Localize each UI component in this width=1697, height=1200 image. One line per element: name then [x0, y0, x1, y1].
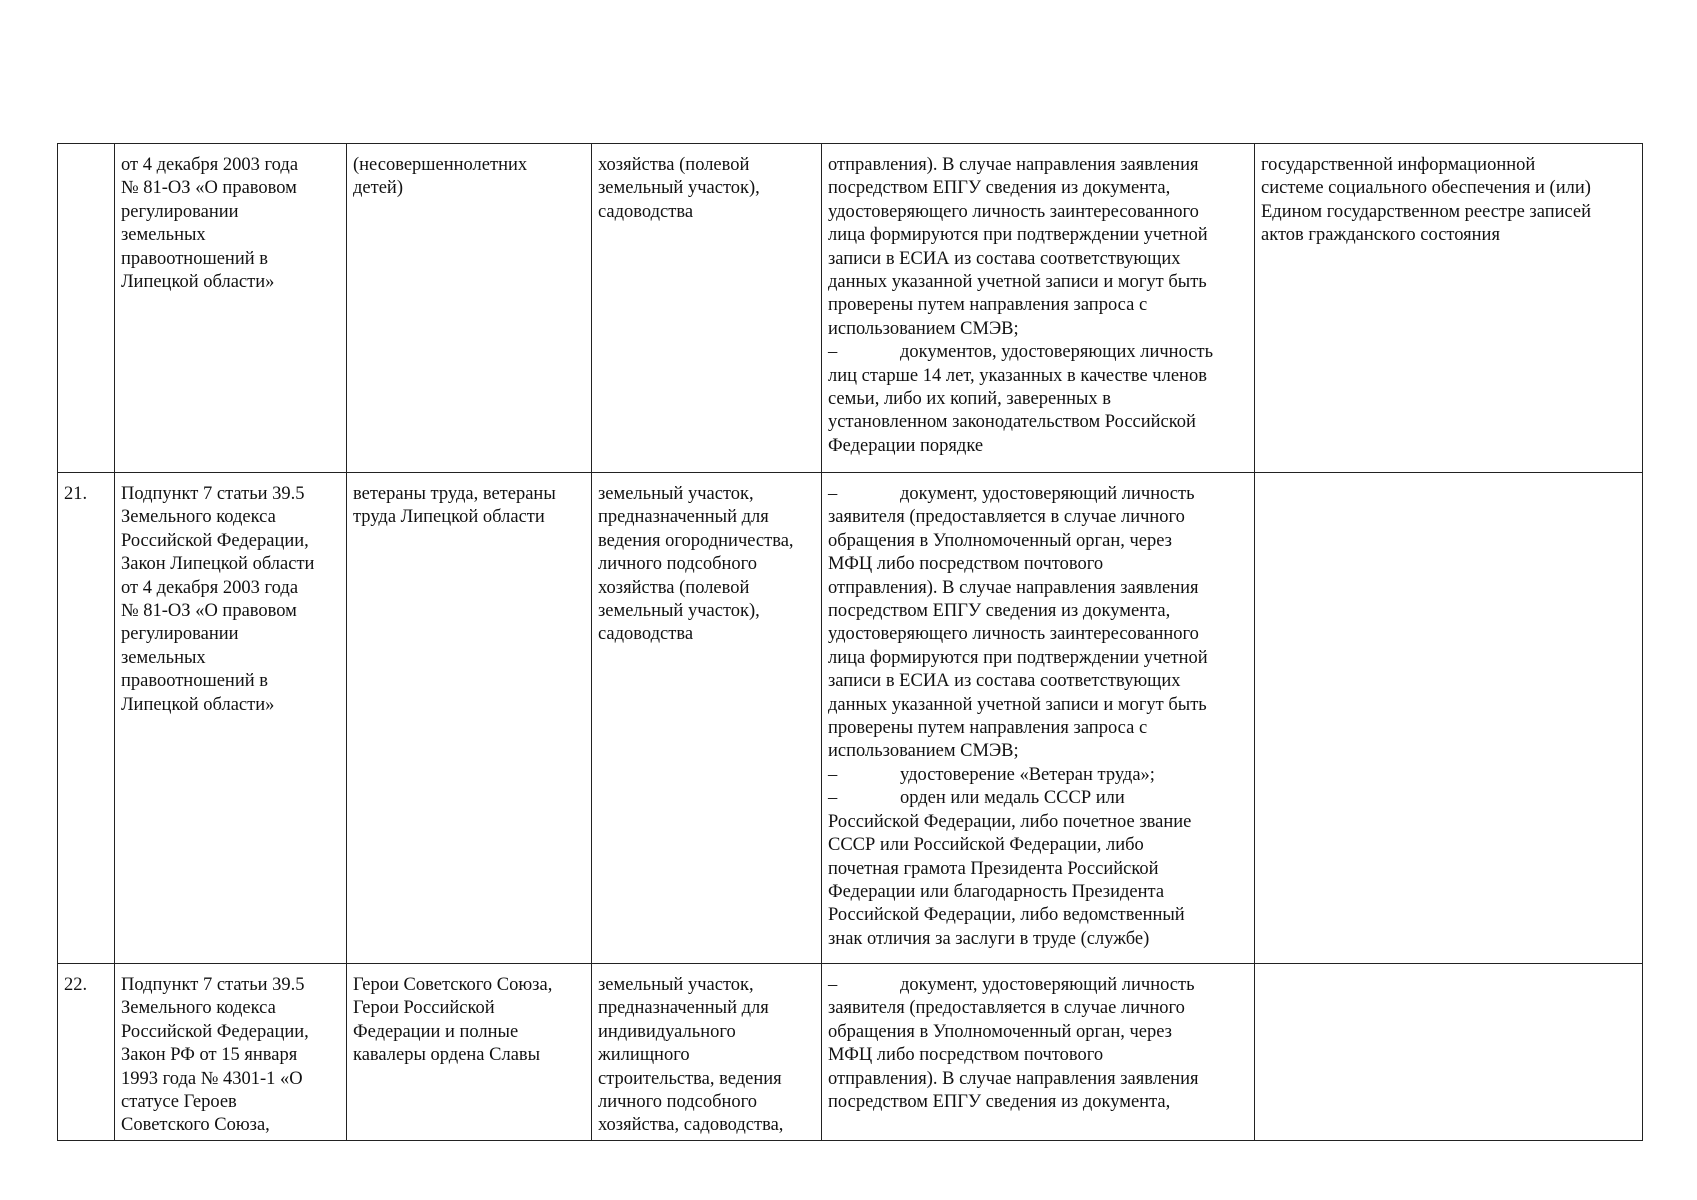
applicant-category-line: детей)	[353, 178, 403, 199]
document-text-line	[828, 1021, 1248, 1044]
document-text: отправления). В случае направления заявления	[828, 577, 1199, 598]
document-text-line	[828, 271, 1248, 294]
table-row	[58, 144, 1643, 473]
document-text-line	[828, 577, 1248, 600]
land-purpose-line: садоводства	[598, 201, 694, 222]
document-text-line	[828, 248, 1248, 271]
document-text-line	[828, 224, 1248, 247]
legal-basis-line: регулировании	[121, 624, 239, 645]
land-purpose-line: земельный участок),	[598, 601, 760, 622]
document-table	[57, 143, 1643, 1141]
document-text: почетная грамота Президента Российской	[828, 858, 1159, 879]
document-text-line	[828, 435, 1248, 458]
document-text-line	[828, 1091, 1248, 1114]
row-number: 22.	[64, 975, 88, 995]
document-text: документ, удостоверяющий личность	[900, 484, 1195, 504]
document-text: проверены путем направления запроса с	[828, 718, 1148, 739]
document-text: МФЦ либо посредством почтового	[828, 554, 1104, 575]
document-text: использованием СМЭВ;	[828, 741, 1019, 762]
legal-basis-cell	[115, 964, 347, 1141]
required-documents-cell	[822, 964, 1255, 1141]
land-purpose-line: предназначенный для	[598, 998, 769, 1019]
document-text: документ, удостоверяющий личность	[900, 975, 1195, 995]
legal-basis-line: статусе Героев	[121, 1092, 237, 1113]
legal-basis-line: Российской Федерации,	[121, 1021, 309, 1042]
list-dash-marker: –	[828, 764, 838, 785]
document-text-line	[828, 365, 1248, 388]
table-row	[58, 964, 1643, 1141]
applicant-category-line: (несовершеннолетних	[353, 155, 528, 175]
document-text: лиц старше 14 лет, указанных в качестве членов	[828, 365, 1207, 386]
legal-basis-line: Земельного кодекса	[121, 507, 276, 528]
document-text: документов, удостоверяющих личность	[900, 342, 1214, 363]
list-dash-marker: –	[828, 788, 838, 809]
legal-basis-line: Подпункт 7 статьи 39.5	[121, 484, 305, 504]
legal-basis-line: № 81-ОЗ «О правовом	[121, 601, 297, 622]
document-text: удостоверяющего личность заинтересованного	[828, 624, 1199, 645]
document-text: орден или медаль СССР или	[900, 788, 1125, 809]
land-purpose-line: земельный участок),	[598, 178, 760, 199]
applicant-category-line: Герои Советского Союза,	[353, 975, 553, 995]
legal-basis-line: от 4 декабря 2003 года	[121, 577, 299, 598]
info-source-line: Едином государственном реестре записей	[1261, 201, 1592, 222]
document-text: Российской Федерации, либо почетное звание	[828, 811, 1192, 832]
document-text-line	[828, 1068, 1248, 1091]
row-number-cell	[58, 144, 115, 473]
applicant-category-line: труда Липецкой области	[353, 507, 545, 528]
document-text-line	[828, 411, 1248, 434]
document-text: Федерации или благодарность Президента	[828, 881, 1165, 902]
applicant-category-line: Герои Российской	[353, 998, 495, 1019]
document-text: записи в ЕСИА из состава соответствующих	[828, 671, 1181, 692]
legal-basis-line: правоотношений в	[121, 671, 268, 692]
land-purpose-line: личного подсобного	[598, 1092, 758, 1113]
list-dash-marker: –	[828, 975, 838, 995]
land-purpose-cell	[592, 964, 822, 1141]
land-purpose-line: строительства, ведения	[598, 1068, 782, 1089]
document-text: СССР или Российской Федерации, либо	[828, 835, 1144, 856]
document-text: семьи, либо их копий, заверенных в	[828, 389, 1112, 410]
land-purpose-line: предназначенный для	[598, 507, 769, 528]
legal-basis-line: земельных	[121, 225, 206, 246]
legal-basis-line: Закон Липецкой области	[121, 554, 315, 575]
land-purpose-line: садоводства	[598, 624, 694, 645]
document-text-line	[828, 717, 1248, 740]
document-text-line	[828, 881, 1248, 904]
legal-basis-line: Подпункт 7 статьи 39.5	[121, 975, 305, 995]
land-purpose-line: хозяйства (полевой	[598, 155, 750, 175]
document-text: заявителя (предоставляется в случае личного	[828, 998, 1185, 1019]
land-purpose-line: индивидуального	[598, 1021, 736, 1042]
info-source-line: системе социального обеспечения и (или)	[1261, 178, 1591, 199]
legal-basis-line: Липецкой области»	[121, 694, 275, 715]
required-documents-cell	[822, 144, 1255, 473]
document-text-line	[828, 600, 1248, 623]
document-text-line	[828, 177, 1248, 200]
applicant-category-line: ветераны труда, ветераны	[353, 484, 556, 504]
document-text-line	[828, 201, 1248, 224]
document-text-line	[828, 647, 1248, 670]
land-purpose-line: личного подсобного	[598, 554, 758, 575]
document-text-line	[828, 1044, 1248, 1067]
document-text-line	[828, 670, 1248, 693]
document-text-line	[828, 740, 1248, 763]
document-text: удостоверение «Ветеран труда»;	[900, 764, 1155, 785]
document-text: проверены путем направления запроса с	[828, 295, 1148, 316]
document-text: лица формируются при подтверждении учетной	[828, 225, 1208, 246]
row-number-cell	[58, 473, 115, 964]
legal-basis-line: правоотношений в	[121, 248, 268, 269]
document-text-line	[828, 623, 1248, 646]
document-text-line	[828, 858, 1248, 881]
document-text-line	[828, 553, 1248, 576]
list-dash-marker: –	[828, 484, 838, 504]
document-list-item	[828, 764, 1248, 787]
applicant-category-cell	[347, 964, 592, 1141]
document-text: отправления). В случае направления заявления	[828, 1068, 1199, 1089]
document-text-line	[828, 388, 1248, 411]
document-list-item	[828, 341, 1248, 364]
document-text: посредством ЕПГУ сведения из документа,	[828, 1092, 1171, 1113]
document-text: данных указанной учетной записи и могут быть	[828, 694, 1207, 715]
land-purpose-cell	[592, 144, 822, 473]
info-source-line: государственной информационной	[1261, 155, 1536, 175]
land-purpose-line: хозяйства, садоводства,	[598, 1115, 784, 1136]
document-text-line	[828, 294, 1248, 317]
document-text-line	[828, 694, 1248, 717]
document-text: удостоверяющего личность заинтересованного	[828, 201, 1199, 222]
document-list-item	[828, 483, 1248, 506]
legal-basis-line: регулировании	[121, 201, 239, 222]
document-text: обращения в Уполномоченный орган, через	[828, 1021, 1172, 1042]
land-purpose-line: земельный участок,	[598, 484, 754, 504]
document-text: отправления). В случае направления заявления	[828, 155, 1199, 175]
document-text-line	[828, 834, 1248, 857]
document-text: Российской Федерации, либо ведомственный	[828, 905, 1185, 926]
applicant-category-line: Федерации и полные	[353, 1021, 519, 1042]
applicant-category-line: кавалеры ордена Славы	[353, 1045, 541, 1066]
legal-basis-line: от 4 декабря 2003 года	[121, 155, 299, 175]
table-row	[58, 473, 1643, 964]
document-text-line	[828, 997, 1248, 1020]
document-text: установленном законодательством Российской	[828, 412, 1196, 433]
legal-basis-line: 1993 года № 4301-1 «О	[121, 1068, 303, 1089]
legal-basis-line: Липецкой области»	[121, 272, 275, 293]
legal-basis-line: Российской Федерации,	[121, 530, 309, 551]
info-source-cell	[1255, 964, 1643, 1141]
document-text: заявителя (предоставляется в случае личного	[828, 507, 1185, 528]
legal-basis-cell	[115, 473, 347, 964]
legal-basis-cell	[115, 144, 347, 473]
applicant-category-cell	[347, 473, 592, 964]
document-text: МФЦ либо посредством почтового	[828, 1045, 1104, 1066]
row-number: 21.	[64, 484, 88, 504]
land-purpose-line: хозяйства (полевой	[598, 577, 750, 598]
document-text-line	[828, 154, 1248, 177]
info-source-line: актов гражданского состояния	[1261, 225, 1500, 246]
table-body	[58, 144, 1643, 1141]
document-text-line	[828, 811, 1248, 834]
required-documents-cell	[822, 473, 1255, 964]
document-text-line	[828, 318, 1248, 341]
land-purpose-line: жилищного	[598, 1045, 690, 1066]
legal-basis-line: Земельного кодекса	[121, 998, 276, 1019]
document-list-item	[828, 974, 1248, 997]
document-text-line	[828, 904, 1248, 927]
legal-basis-line: земельных	[121, 647, 206, 668]
info-source-cell	[1255, 144, 1643, 473]
document-list-item	[828, 787, 1248, 810]
legal-basis-line: Закон РФ от 15 января	[121, 1045, 298, 1066]
document-text: записи в ЕСИА из состава соответствующих	[828, 248, 1181, 269]
document-text-line	[828, 928, 1248, 951]
document-text: знак отличия за заслуги в труде (службе)	[828, 928, 1150, 949]
document-text-line	[828, 530, 1248, 553]
applicant-category-cell	[347, 144, 592, 473]
document-text: обращения в Уполномоченный орган, через	[828, 530, 1172, 551]
info-source-cell	[1255, 473, 1643, 964]
document-text: посредством ЕПГУ сведения из документа,	[828, 601, 1171, 622]
document-text: использованием СМЭВ;	[828, 318, 1019, 339]
legal-basis-line: Советского Союза,	[121, 1115, 270, 1136]
list-dash-marker: –	[828, 342, 838, 363]
land-purpose-line: ведения огородничества,	[598, 530, 794, 551]
legal-basis-line: № 81-ОЗ «О правовом	[121, 178, 297, 199]
document-text: посредством ЕПГУ сведения из документа,	[828, 178, 1171, 199]
land-purpose-cell	[592, 473, 822, 964]
row-number-cell	[58, 964, 115, 1141]
document-text-line	[828, 506, 1248, 529]
document-text: Федерации порядке	[828, 435, 984, 456]
document-text: данных указанной учетной записи и могут быть	[828, 272, 1207, 293]
document-text: лица формируются при подтверждении учетной	[828, 647, 1208, 668]
land-purpose-line: земельный участок,	[598, 975, 754, 995]
